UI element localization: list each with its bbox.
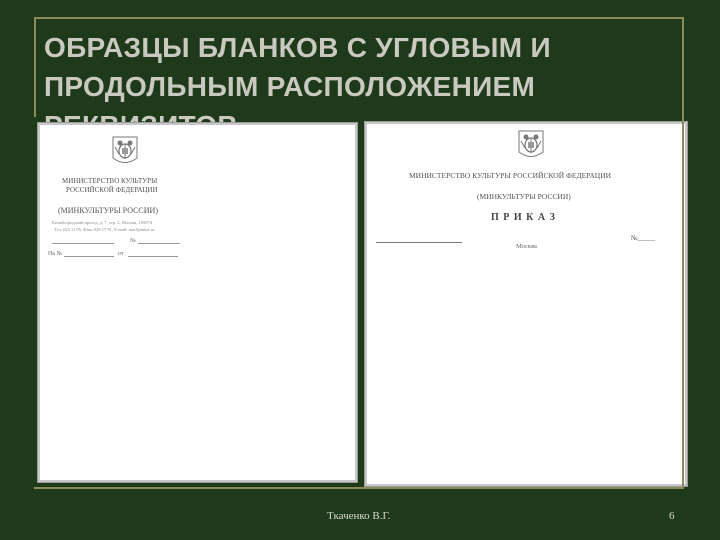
document-type: П Р И К А З [491, 212, 556, 223]
place-label: Москва [516, 243, 537, 250]
address-line-2: Тел. 625 11 95, Факс 928 17 91, E-mail: mail@mkrf.ru [54, 227, 155, 232]
frame-line-bottom [34, 487, 684, 489]
longitudinal-form-document [365, 122, 687, 486]
ministry-line-2: РОССИЙСКОЙ ФЕДЕРАЦИИ [66, 186, 158, 194]
date-line [52, 243, 114, 244]
reference-line [64, 256, 114, 257]
title-line-2: ПРОДОЛЬНЫМ РАСПОЛОЖЕНИЕМ [44, 71, 536, 102]
title-line-1: ОБРАЗЦЫ БЛАНКОВ С УГЛОВЫМ И [44, 32, 551, 63]
number-line [138, 243, 180, 244]
number-label: №_____ [631, 234, 656, 242]
from-label: от [118, 251, 124, 257]
date-line [376, 242, 462, 243]
from-line [128, 256, 178, 257]
footer-author: Ткаченко В.Г. [327, 510, 391, 522]
number-label: № [130, 238, 136, 244]
address-line-1: Китайгородский проезд, д. 7, стр. 2, Москва, 109074 [52, 220, 153, 225]
ministry-short-name: (МИНКУЛЬТУРЫ РОССИИ) [58, 206, 158, 215]
reference-label: На № [48, 251, 63, 257]
ministry-short-name: (МИНКУЛЬТУРЫ РОССИИ) [477, 192, 571, 201]
frame-line-left [34, 17, 36, 117]
corner-form-document [38, 123, 357, 482]
page-number: 6 [669, 510, 675, 522]
slide-title [44, 28, 664, 120]
frame-line-top [34, 17, 684, 19]
frame-line-right [682, 17, 684, 489]
ministry-line-1: МИНИСТЕРСТВО КУЛЬТУРЫ [62, 177, 158, 185]
coat-of-arms-icon [110, 134, 140, 168]
coat-of-arms-icon [516, 128, 546, 162]
ministry-name: МИНИСТЕРСТВО КУЛЬТУРЫ РОССИЙСКОЙ ФЕДЕРАЦИИ [409, 171, 612, 180]
